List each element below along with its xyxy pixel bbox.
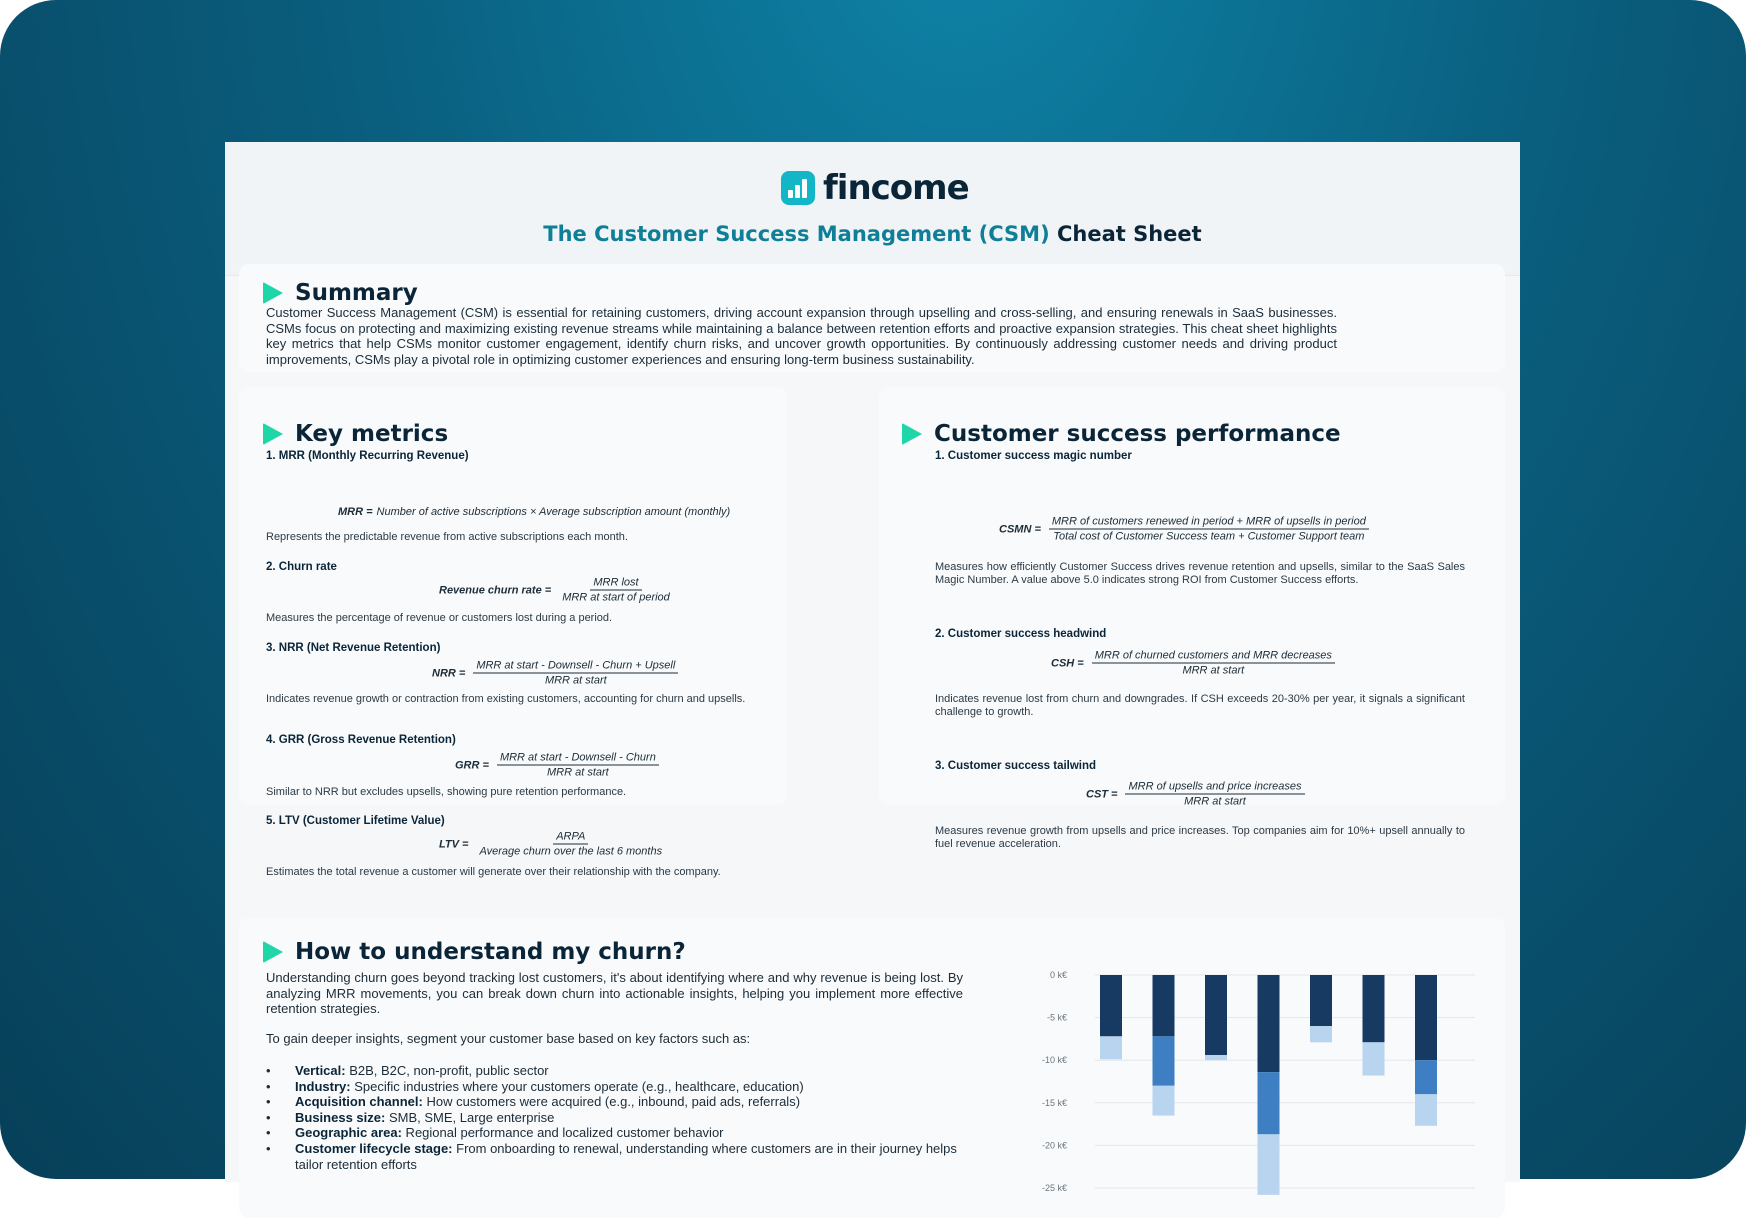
metric-description: Represents the predictable revenue from active subscriptions each month. [266,531,628,543]
mrr-formula: MRR = Number of active subscriptions × Average subscription amount (monthly) [338,506,731,518]
ltv-formula: LTV = $\frac{\text{ARPA}}{\text{Average churn over the last 6 months}}$ [439,830,663,858]
chart-svg [1015,960,1490,1193]
churn-heading: How to understand my churn? [263,939,686,965]
segment-factor-list [266,1063,963,1172]
metric-description: Estimates the total revenue a customer will generate over their relationship with the company. [266,866,721,878]
summary-text: Customer Success Management (CSM) is essential for retaining customers, driving account expansion through upselling and cross-selling, and ensuring renewals in SaaS businesses. CSMs focus on protecting and maximizing existing revenue streams while maintaining a balance between retention efforts and proactive expansion strategies. This cheat sheet highlights key metrics that help CSMs monitor customer engagement, identify churn risks, and uncover growth opportunities. By continuously addressing customer needs and driving product improvements, CSMs play a pivotal role in optimizing customer experiences and ensuring long-term business sustainability. [266,305,1337,367]
metric-description: Measures the percentage of revenue or customers lost during a period. [266,612,613,624]
cst-formula: CST = $\frac{\text{MRR of upsells and price increases}}{\text{MRR at start}}$ [1086,781,1305,808]
bar-segment [1258,1072,1280,1134]
bar-segment [1153,1036,1175,1085]
bar-segment [1153,975,1175,1036]
metric-title: 2. Customer success headwind [935,628,1107,640]
bar-segment [1205,1055,1227,1060]
bar-segment [1258,1134,1280,1194]
cheat-sheet-card [225,142,1520,1193]
bar-segment [1415,1094,1437,1126]
metric-description: Measures revenue growth from upsells and price increases. Top companies aim for 10%+ upsell annually to fuel revenue acceleration. [935,825,1465,850]
y-tick-label: -20 k€ [1041,1140,1067,1151]
bar-segment [1363,1042,1385,1075]
play-icon [263,941,283,963]
list-item: • Geographic area: Regional performance and localized customer behavior [266,1125,963,1141]
brand-logo [781,168,969,208]
csmn-formula: CSMN = MRR of customers renewed in period + MRR of upsells in period Total cost of Customer Success team + Customer Support team [999,516,1369,543]
play-icon [263,282,283,304]
metric-title: 2. Churn rate [266,561,337,573]
bar-segment [1258,975,1280,1072]
metric-description: Indicates revenue lost from churn and downgrades. If CSH exceeds 20-30% per year, it signals a significant challenge to growth. [935,693,1465,718]
bar-segment [1415,1060,1437,1094]
nrr-formula: NRR = $\frac{\text{MRR at start - Downsell - Churn + Upsell}}{\text{MRR at start}}$ [432,660,678,687]
page-header [225,142,1520,276]
brand-name: fincome [823,168,969,208]
metric-description: Measures how efficiently Customer Success drives revenue retention and upsells, similar to the SaaS Sales Magic Number. A value above 5.0 indicates strong ROI from Customer Success efforts. [935,561,1465,586]
metric-description: Similar to NRR but excludes upsells, showing pure retention performance. [266,786,627,798]
y-tick-label: 0 k€ [1049,970,1067,980]
churn-bar-chart [1015,960,1490,1193]
play-icon [902,423,922,445]
bar-segment [1310,975,1332,1026]
key-metrics-heading: Key metrics [263,421,448,447]
churn-rate-formula: Revenue churn rate = $\frac{\text{MRR lost}}{\text{MRR at start of period}}$ [439,576,670,604]
bar-segment [1415,975,1437,1060]
churn-lead: To gain deeper insights, segment your customer base based on key factors such as: [266,1031,751,1046]
churn-intro: Understanding churn goes beyond tracking lost customers, it's about identifying where and why revenue is being lost. By analyzing MRR movements, you can break down churn into actionable insights, helping you implement more effective retention strategies. [266,970,963,1017]
page-title: The Customer Success Management (CSM) Cheat Sheet [543,222,1202,246]
metric-title: 3. NRR (Net Revenue Retention) [266,642,441,654]
y-tick-label: -15 k€ [1041,1097,1067,1108]
summary-heading: Summary [263,280,418,306]
list-item: • Acquisition channel: How customers were acquired (e.g., inbound, paid ads, referrals) [266,1094,963,1110]
y-tick-label: -25 k€ [1041,1183,1067,1193]
bar-segment [1153,1086,1175,1116]
metric-title: 1. Customer success magic number [935,450,1132,462]
play-icon [263,423,283,445]
list-item: • Customer lifecycle stage: From onboarding to renewal, understanding where customers are in their journey helps tailor retention efforts [266,1141,963,1172]
performance-heading: Customer success performance [902,421,1341,447]
bar-segment [1310,1026,1332,1042]
metric-title: 5. LTV (Customer Lifetime Value) [266,815,445,827]
bar-segment [1363,975,1385,1042]
metric-description: Indicates revenue growth or contraction from existing customers, accounting for churn and upsells. [266,693,746,705]
metric-title: 1. MRR (Monthly Recurring Revenue) [266,450,469,462]
y-tick-label: -5 k€ [1046,1012,1067,1023]
metric-title: 4. GRR (Gross Revenue Retention) [266,734,456,746]
list-item: • Industry: Specific industries where your customers operate (e.g., healthcare, education) [266,1079,963,1095]
bar-chart-icon [781,171,815,205]
list-item: • Business size: SMB, SME, Large enterprise [266,1110,963,1126]
bar-segment [1205,975,1227,1055]
y-tick-label: -10 k€ [1041,1055,1067,1066]
csh-formula: CSH = $\frac{\text{MRR of churned customers and MRR decreases}}{\text{MRR at start}}$ [1051,650,1335,677]
bar-segment [1100,1036,1122,1059]
grr-formula: GRR = $\frac{\text{MRR at start - Downsell - Churn}}{\text{MRR at start}}$ [455,752,659,779]
metric-title: 3. Customer success tailwind [935,760,1097,772]
list-item: • Vertical: B2B, B2C, non-profit, public sector [266,1063,963,1079]
bar-segment [1100,975,1122,1036]
